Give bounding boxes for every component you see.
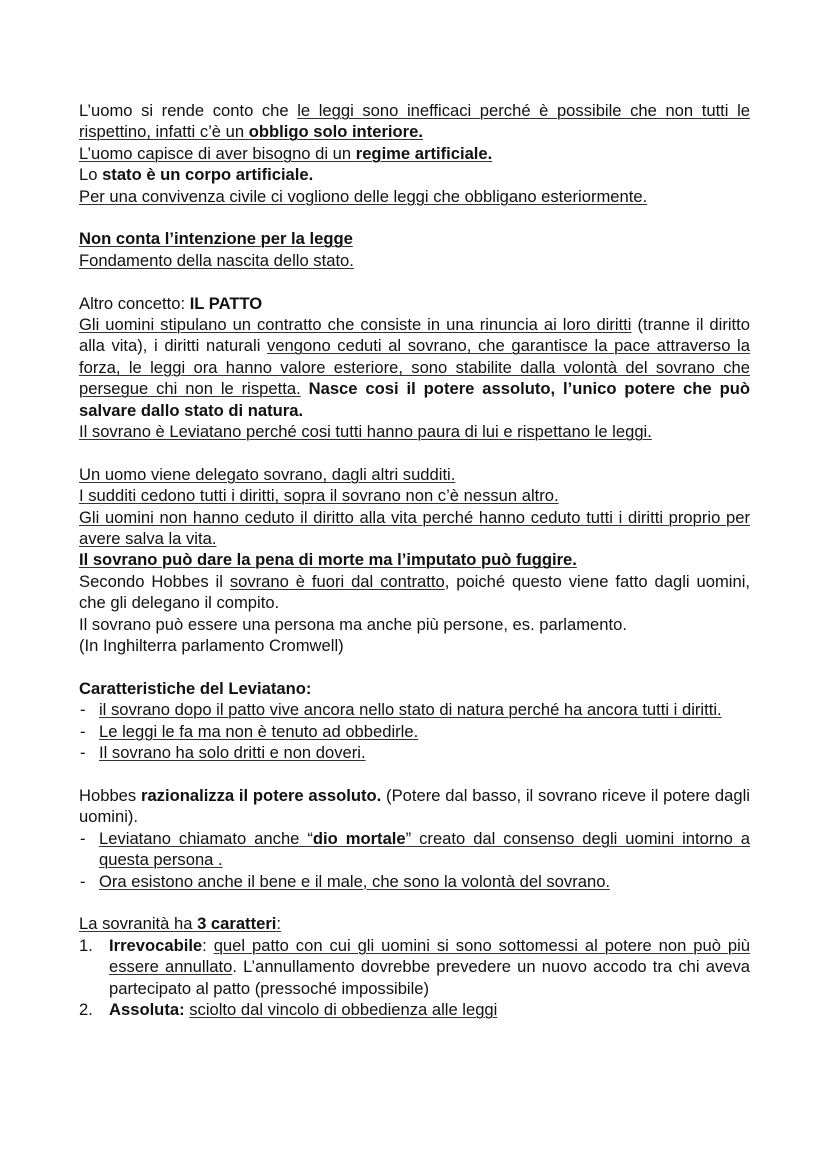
para-contratto: [79, 314, 750, 421]
list-number-marker: 1.: [79, 935, 93, 955]
heading-intenzione: [79, 228, 750, 249]
text-run: , poiché questo viene fatto dagli uomini, che gli delegano il compito.: [79, 571, 750, 613]
underlined-text: L’uomo capisce di aver bisogno di un: [79, 143, 356, 163]
list-item-dritti: [79, 742, 750, 763]
document-page: [79, 100, 750, 1020]
heading-caratteristiche: [79, 678, 750, 699]
para-legges-inefficaci: [79, 100, 750, 143]
underlined-text: Gli uomini stipulano un contratto che consiste in una rinuncia ai loro diritti: [79, 315, 632, 335]
blank-line: [79, 442, 750, 463]
para-regime-artificiale: [79, 143, 750, 164]
text-run: Hobbes: [79, 785, 141, 805]
blank-line: [79, 271, 750, 292]
list-item-dio-mortale: [79, 828, 750, 871]
underlined-text: La sovranità ha: [79, 914, 198, 934]
bold-text: 3 caratteri: [197, 914, 277, 934]
heading-il-patto: [79, 293, 750, 314]
para-piu-persone: [79, 614, 750, 635]
bold-text: Assoluta:: [109, 999, 185, 1019]
list-dash-marker: -: [80, 700, 86, 720]
list-item-stato-natura: [79, 699, 750, 720]
para-fondamento: [79, 250, 750, 271]
bold-text: regime artificiale.: [355, 143, 493, 163]
list-dash-marker: -: [80, 721, 86, 741]
underlined-text: il sovrano dopo il patto vive ancora nello stato di natura perché ha ancora tutti i diritti.: [99, 700, 722, 720]
underlined-text: Le leggi le fa ma non è tenuto ad obbedirle.: [99, 721, 419, 741]
para-cromwell: [79, 635, 750, 656]
underlined-text: Leviatano chiamato anche “: [99, 828, 313, 848]
bold-text: Non conta l’intenzione per la legge: [79, 229, 353, 249]
text-run: (Potere dal basso, il sovrano riceve il potere dagli uomini).: [79, 785, 750, 827]
underlined-text: sciolto dal vincolo di obbedienza alle leggi: [189, 999, 498, 1019]
para-corpo-artificiale: [79, 164, 750, 185]
underlined-text: Il sovrano ha solo dritti e non doveri.: [99, 743, 366, 763]
underlined-text: Ora esistono anche il bene e il male, che sono la volontà del sovrano.: [99, 871, 611, 891]
bold-text: razionalizza il potere assoluto.: [140, 785, 382, 805]
blank-line: [79, 657, 750, 678]
underlined-text: le leggi sono inefficaci perché è possibile che non tutti le rispettino, infatti c’è un: [79, 101, 750, 142]
bold-text: Il sovrano può dare la pena di morte ma l’imputato può fuggire.: [79, 550, 577, 570]
text-run: (tranne il diritto alla vita), i diritti naturali: [79, 315, 750, 356]
bold-text: IL PATTO: [189, 293, 263, 313]
underlined-text: Il sovrano è Leviatano perché cosi tutti hanno paura di lui e rispettano le leggi.: [79, 422, 652, 442]
list-dash-marker: -: [80, 871, 86, 891]
bold-text: Nasce cosi il potere assoluto, l’unico potere che può salvare dallo stato di natura.: [79, 379, 750, 420]
bold-text: Irrevocabile: [109, 935, 203, 955]
text-run: :: [202, 935, 214, 955]
underlined-text: vengono ceduti al sovrano, che garantisce la pace attraverso la forza, le leggi ora hanno valore esteriore, sono stabilite dalla volontà del sovrano che persegue chi non le rispetta.: [79, 336, 750, 399]
para-uomo-delegato: [79, 464, 750, 485]
para-fuori-contratto: [79, 571, 750, 614]
underlined-text: Gli uomini non hanno ceduto il diritto alla vita perché hanno ceduto tutti i diritti proprio per avere salva la vita.: [79, 507, 750, 549]
para-pena-morte: [79, 549, 750, 570]
text-run: (In Inghilterra parlamento Cromwell): [79, 636, 344, 656]
heading-sovranita: [79, 913, 750, 934]
text-run: Altro concetto:: [79, 293, 190, 313]
para-convivenza-civile: [79, 186, 750, 207]
para-leviatano-paura: [79, 421, 750, 442]
text-run: Lo: [79, 165, 103, 185]
blank-line: [79, 892, 750, 913]
text-run: L’uomo si rende conto che: [79, 101, 298, 120]
list-item-bene-male: [79, 871, 750, 892]
underlined-text: sovrano è fuori dal contratto: [229, 571, 445, 591]
underlined-text: Fondamento della nascita dello stato.: [79, 250, 354, 270]
list-number-marker: 2.: [79, 999, 93, 1019]
bold-text: dio mortale: [312, 828, 406, 848]
blank-line: [79, 207, 750, 228]
text-run: Il sovrano può essere una persona ma anche più persone, es. parlamento.: [79, 614, 627, 634]
text-run: . L’annullamento dovrebbe prevedere un nuovo accodo tra chi aveva partecipato al patto (pressoché impossibile): [109, 957, 750, 998]
text-run: [301, 379, 309, 398]
list-item-assoluta: [79, 999, 750, 1020]
bold-text: stato è un corpo artificiale.: [102, 165, 314, 185]
underlined-text: Per una convivenza civile ci vogliono delle leggi che obbligano esteriormente.: [79, 186, 648, 206]
list-item-leggi: [79, 721, 750, 742]
para-sudditi-cedono: [79, 485, 750, 506]
list-dash-marker: -: [80, 743, 86, 763]
list-dash-marker: -: [80, 828, 86, 848]
bold-text: Caratteristiche del Leviatano:: [79, 678, 312, 698]
para-razionalizza: [79, 785, 750, 828]
text-run: Secondo Hobbes il: [79, 571, 230, 591]
underlined-text: I sudditi cedono tutti i diritti, sopra il sovrano non c’è nessun altro.: [79, 486, 559, 506]
blank-line: [79, 764, 750, 785]
list-item-irrevocabile: [79, 935, 750, 999]
underlined-text: :: [276, 914, 282, 934]
bold-text: obbligo solo interiore.: [248, 122, 423, 142]
para-diritto-vita: [79, 507, 750, 550]
underlined-text: ” creato dal consenso degli uomini intorno a questa persona .: [99, 828, 750, 870]
underlined-text: quel patto con cui gli uomini si sono sottomessi al potere non può più essere annullato: [109, 935, 750, 977]
underlined-text: Un uomo viene delegato sovrano, dagli altri sudditi.: [79, 464, 456, 484]
